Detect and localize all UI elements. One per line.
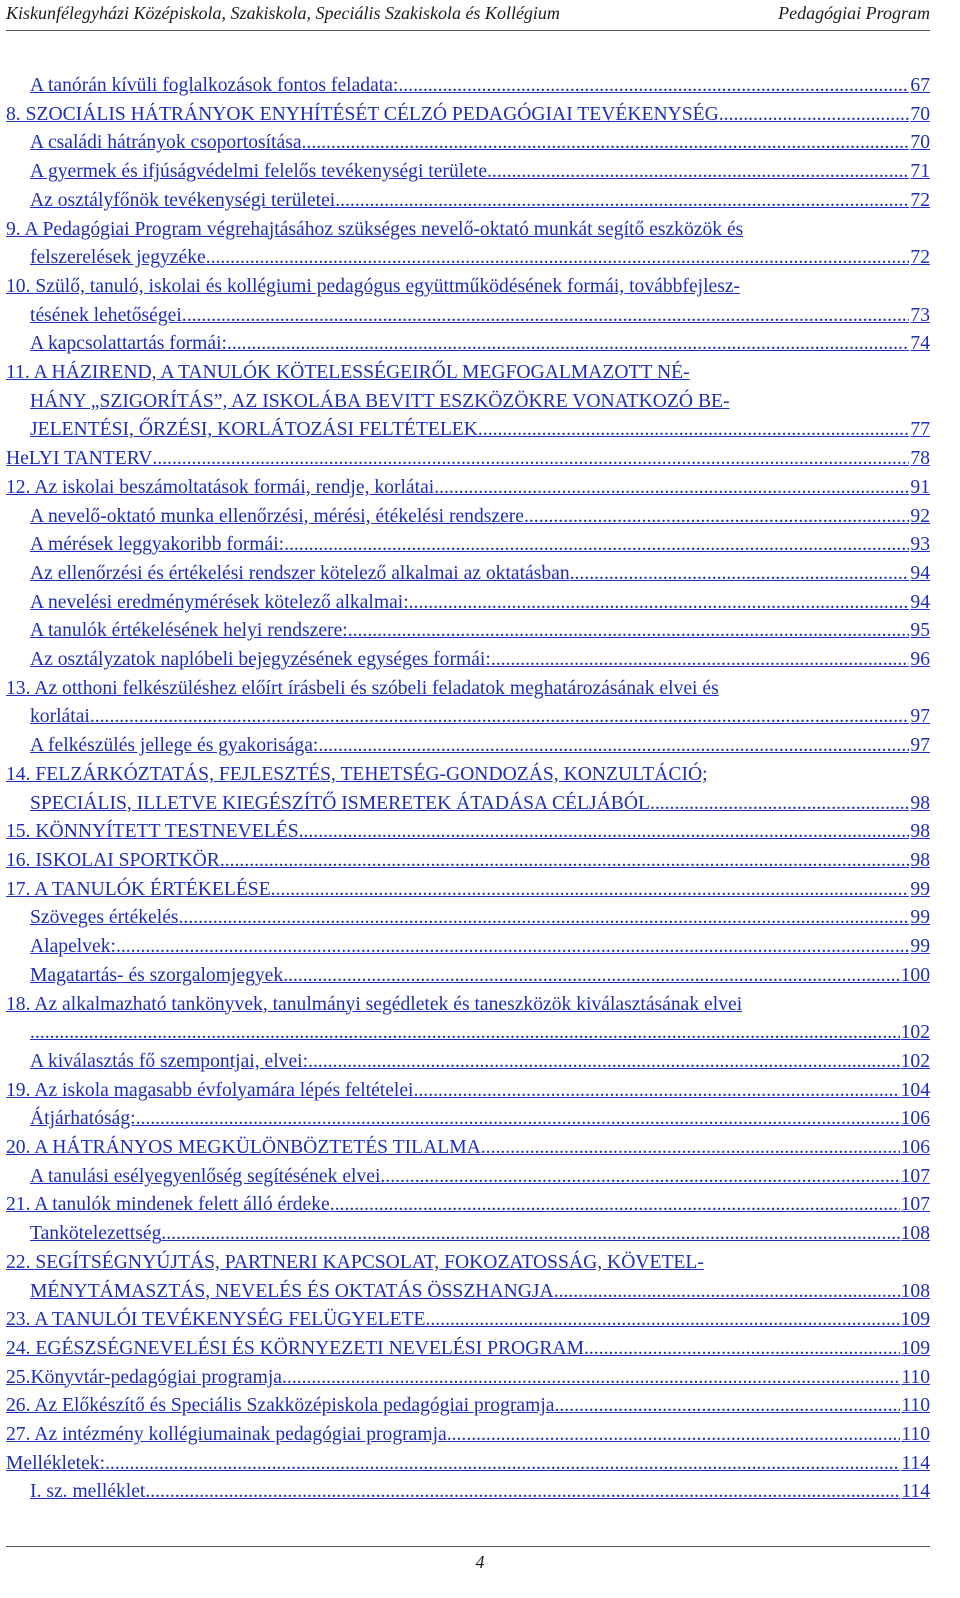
toc-entry-page: 108 (900, 1280, 930, 1302)
toc-entry[interactable] (30, 589, 930, 618)
toc-entry-title: SPECIÁLIS, ILLETVE KIEGÉSZÍTŐ ISMERETEK ÁTADÁSA CÉLJÁBÓL (30, 792, 650, 814)
toc-entry-title: 9. A Pedagógiai Program végrehajtásához szükséges nevelő-oktató munkát segítő eszközök és (6, 218, 744, 240)
toc-entry-page: 72 (910, 189, 930, 211)
dot-leader (398, 72, 909, 101)
toc-entry[interactable] (6, 1077, 930, 1106)
toc-entry[interactable] (30, 560, 930, 589)
toc-entry-page: 70 (910, 103, 930, 125)
toc-entry[interactable] (6, 1306, 930, 1335)
toc-entry[interactable] (30, 1048, 930, 1077)
toc-entry-page: 77 (910, 419, 930, 441)
toc-entry-page: 102 (900, 1022, 930, 1044)
toc-entry-title: Átjárhatóság: (30, 1108, 136, 1130)
dot-leader (282, 1364, 900, 1393)
toc-entry-page: 93 (910, 534, 930, 556)
page-number: 4 (475, 1552, 485, 1572)
toc-entry-title: 10. Szülő, tanuló, iskolai és kollégiumi pedagógus együttműködésének formái, továbbfejlesz- (6, 275, 741, 297)
table-of-contents (6, 72, 930, 1507)
toc-entry[interactable] (6, 991, 930, 1048)
dot-leader (227, 330, 909, 359)
toc-entry-title: 21. A tanulók mindenek felett álló érdeke (6, 1194, 330, 1216)
toc-entry-page: 99 (910, 936, 930, 958)
dot-leader (434, 474, 909, 503)
toc-entry[interactable] (6, 847, 930, 876)
dot-leader (283, 962, 899, 991)
toc-entry-title: A felkészülés jellege és gyakorisága: (30, 735, 319, 757)
toc-entry-page: 100 (900, 964, 930, 986)
dot-leader (478, 416, 910, 445)
toc-entry[interactable] (30, 933, 930, 962)
dot-leader (161, 1220, 899, 1249)
toc-entry-title: A nevelési eredménymérések kötelező alkalmai: (30, 591, 409, 613)
toc-entry-title: Mellékletek: (6, 1452, 106, 1474)
toc-entry-title: 23. A TANULÓI TEVÉKENYSÉG FELÜGYELETE (6, 1309, 426, 1331)
toc-entry[interactable] (6, 1134, 930, 1163)
toc-entry[interactable] (30, 72, 930, 101)
dot-leader (152, 445, 909, 474)
toc-entry[interactable] (30, 904, 930, 933)
toc-entry-title: tésének lehetőségei (30, 304, 182, 326)
toc-entry-title: 18. Az alkalmazható tankönyvek, tanulmányi segédletek és taneszközök kiválasztásának elvei (6, 993, 743, 1015)
toc-entry-title: A tanulók értékelésének helyi rendszere: (30, 620, 348, 642)
dot-leader (284, 531, 909, 560)
toc-entry-title: HeLYI TANTERV (6, 448, 153, 470)
toc-entry-title: A tanulási esélyegyenlőség segítésének elvei (30, 1165, 381, 1187)
toc-entry[interactable] (6, 445, 930, 474)
toc-entry-page: 91 (910, 476, 930, 498)
toc-entry-title: Magatartás- és szorgalomjegyek (30, 964, 284, 986)
dot-leader (491, 646, 910, 675)
dot-leader (179, 904, 910, 933)
toc-entry-title: 19. Az iskola magasabb évfolyamára lépés feltételei (6, 1079, 414, 1101)
toc-entry-title: MÉNYTÁMASZTÁS, NEVELÉS ÉS OKTATÁS ÖSSZHANGJA (30, 1280, 554, 1302)
toc-entry-title: A gyermek és ifjúságvédelmi felelős tevékenységi területe (30, 161, 488, 183)
toc-entry-title: 20. A HÁTRÁNYOS MEGKÜLÖNBÖZTETÉS TILALMA (6, 1137, 481, 1159)
toc-entry-title: A családi hátrányok csoportosítása (30, 132, 302, 154)
toc-entry[interactable] (30, 962, 930, 991)
dot-leader (447, 1421, 901, 1450)
toc-entry[interactable] (6, 761, 930, 818)
toc-entry-page: 108 (900, 1223, 930, 1245)
dot-leader (335, 187, 909, 216)
toc-entry-page: 98 (910, 792, 930, 814)
dot-leader (554, 1392, 900, 1421)
toc-entry-page: 72 (910, 247, 930, 269)
toc-entry-title: Szöveges értékelés (30, 907, 179, 929)
toc-entry[interactable] (30, 732, 930, 761)
toc-entry-title: Tankötelezettség (30, 1223, 162, 1245)
page-header (6, 0, 930, 30)
toc-entry[interactable] (30, 187, 930, 216)
toc-entry[interactable] (6, 1392, 930, 1421)
toc-entry-title: 8. SZOCIÁLIS HÁTRÁNYOK ENYHÍTÉSÉT CÉLZÓ PEDAGÓGIAI TEVÉKENYSÉG (6, 103, 719, 125)
toc-entry-page: 102 (900, 1050, 930, 1072)
toc-entry[interactable] (6, 359, 930, 445)
dot-leader (481, 1134, 900, 1163)
toc-entry-page: 96 (910, 649, 930, 671)
toc-entry[interactable] (30, 1105, 930, 1134)
toc-entry-page: 106 (900, 1137, 930, 1159)
dot-leader (409, 589, 910, 618)
dot-leader (554, 1278, 900, 1307)
dot-leader (318, 732, 909, 761)
toc-entry-title: 24. EGÉSZSÉGNEVELÉSI ÉS KÖRNYEZETI NEVELÉSI PROGRAM (6, 1337, 584, 1359)
toc-entry[interactable] (30, 646, 930, 675)
header-institution: Kiskunfélegyházi Középiskola, Szakiskola, Speciális Szakiskola és Kollégium (6, 3, 560, 23)
dot-leader (414, 1077, 900, 1106)
toc-entry-title: A tanórán kívüli foglalkozások fontos feladata: (30, 75, 399, 96)
toc-entry[interactable] (6, 1450, 930, 1479)
toc-entry[interactable] (30, 1163, 930, 1192)
toc-entry-page: 98 (910, 849, 930, 871)
toc-entry-page: 109 (900, 1337, 930, 1359)
toc-entry-page: 99 (910, 878, 930, 900)
dot-leader (182, 302, 910, 331)
toc-entry[interactable] (30, 158, 930, 187)
dot-leader (524, 503, 909, 532)
toc-entry-title: Az osztályzatok naplóbeli bejegyzésének egységes formái: (30, 649, 491, 671)
toc-entry-page: 70 (910, 132, 930, 154)
toc-entry-title: A kiválasztás fő szempontjai, elvei: (30, 1050, 309, 1072)
toc-entry-title: korlátai (30, 706, 90, 728)
toc-entry[interactable] (6, 1249, 930, 1306)
header-document-title: Pedagógiai Program (778, 3, 930, 23)
footer-divider (6, 1546, 930, 1547)
toc-entry-title: 26. Az Előkészítő és Speciális Szakközépiskola pedagógiai programja (6, 1395, 555, 1417)
toc-entry[interactable] (6, 1421, 930, 1450)
toc-entry-title: A nevelő-oktató munka ellenőrzési, mérési, étékelési rendszere (30, 505, 524, 527)
toc-entry[interactable] (30, 617, 930, 646)
toc-entry[interactable] (30, 1220, 930, 1249)
dot-leader (145, 1478, 900, 1507)
toc-entry-page: 74 (910, 333, 930, 355)
toc-entry-title: 27. Az intézmény kollégiumainak pedagógiai programja (6, 1424, 447, 1446)
dot-leader (105, 1450, 900, 1479)
dot-leader (299, 818, 910, 847)
toc-entry-title: A mérések leggyakoribb formái: (30, 534, 285, 556)
toc-entry[interactable] (6, 273, 930, 330)
toc-entry-title: A kapcsolattartás formái: (30, 333, 227, 355)
toc-entry-page: 95 (910, 620, 930, 642)
toc-entry-title: 15. KÖNNYÍTETT TESTNEVELÉS (6, 821, 299, 843)
toc-entry-title: 13. Az otthoni felkészüléshez előírt írásbeli és szóbeli feladatok meghatározásának elvei és (6, 677, 719, 699)
toc-entry-page: 110 (901, 1366, 930, 1388)
dot-leader (584, 1335, 900, 1364)
toc-entry-title: I. sz. melléklet (30, 1481, 146, 1503)
dot-leader (302, 129, 910, 158)
toc-entry-page: 97 (910, 735, 930, 757)
toc-entry-title: 16. ISKOLAI SPORTKÖR (6, 849, 220, 871)
toc-entry-page: 104 (900, 1079, 930, 1101)
toc-entry-title: HÁNY „SZIGORÍTÁS”, AZ ISKOLÁBA BEVITT ESZKÖZÖKRE VONATKOZÓ BE- (30, 390, 730, 412)
toc-entry-page: 114 (901, 1452, 930, 1474)
toc-entry-title: felszerelések jegyzéke (30, 247, 206, 269)
toc-entry-page: 73 (910, 304, 930, 326)
toc-entry[interactable] (30, 503, 930, 532)
header-divider (6, 30, 930, 31)
toc-entry-page: 106 (900, 1108, 930, 1130)
toc-entry-page: 107 (900, 1194, 930, 1216)
toc-entry-title: 14. FELZÁRKÓZTATÁS, FEJLESZTÉS, TEHETSÉG-GONDOZÁS, KONZULTÁCIÓ; (6, 763, 708, 785)
toc-entry[interactable] (30, 129, 930, 158)
dot-leader (136, 1105, 900, 1134)
toc-entry-page: 97 (910, 706, 930, 728)
toc-entry-page: 99 (910, 907, 930, 929)
toc-entry-page: 107 (900, 1165, 930, 1187)
toc-entry[interactable] (6, 1335, 930, 1364)
toc-entry[interactable] (6, 101, 930, 130)
toc-entry[interactable] (30, 330, 930, 359)
toc-entry[interactable] (6, 1191, 930, 1220)
toc-entry-title: 12. Az iskolai beszámoltatások formái, rendje, korlátai (6, 476, 435, 498)
toc-entry-page: 94 (910, 591, 930, 613)
dot-leader (330, 1191, 900, 1220)
toc-entry-page: 98 (910, 821, 930, 843)
toc-entry-page: 67 (910, 75, 930, 96)
toc-entry-title: 17. A TANULÓK ÉRTÉKELÉSE (6, 878, 271, 900)
dot-leader (425, 1306, 899, 1335)
toc-entry[interactable] (6, 1364, 930, 1393)
toc-entry-page: 78 (910, 448, 930, 470)
toc-entry-page: 114 (901, 1481, 930, 1503)
dot-leader (380, 1163, 899, 1192)
dot-leader (206, 244, 910, 273)
dot-leader (650, 790, 909, 819)
toc-entry-page: 109 (900, 1309, 930, 1331)
toc-entry[interactable] (6, 216, 930, 273)
dot-leader (570, 560, 910, 589)
toc-entry-page: 71 (910, 161, 930, 183)
toc-entry[interactable] (6, 675, 930, 732)
toc-entry-page: 110 (901, 1424, 930, 1446)
dot-leader (220, 847, 910, 876)
dot-leader (348, 617, 910, 646)
toc-entry-page: 92 (910, 505, 930, 527)
dot-leader (90, 703, 910, 732)
toc-entry-page: 94 (910, 562, 930, 584)
dot-leader (30, 1019, 900, 1048)
toc-entry-title: Alapelvek: (30, 936, 116, 958)
dot-leader (308, 1048, 900, 1077)
toc-entry[interactable] (6, 474, 930, 503)
toc-entry-title: 11. A HÁZIREND, A TANULÓK KÖTELESSÉGEIRŐL MEGFOGALMAZOTT NÉ- (6, 362, 690, 384)
dot-leader (487, 158, 909, 187)
toc-entry-title: Az ellenőrzési és értékelési rendszer kötelező alkalmai az oktatásban (30, 562, 570, 584)
toc-entry[interactable] (6, 876, 930, 905)
toc-entry[interactable] (6, 818, 930, 847)
toc-entry-title: 22. SEGÍTSÉGNYÚJTÁS, PARTNERI KAPCSOLAT, FOKOZATOSSÁG, KÖVETEL- (6, 1251, 704, 1273)
toc-entry-title: JELENTÉSI, ŐRZÉSI, KORLÁTOZÁSI FELTÉTELEK (30, 419, 478, 441)
dot-leader (116, 933, 909, 962)
dot-leader (719, 101, 910, 130)
toc-entry-title: 25.Könyvtár-pedagógiai programja (6, 1366, 283, 1388)
dot-leader (271, 876, 910, 905)
toc-entry-page: 110 (901, 1395, 930, 1417)
toc-entry[interactable] (30, 1478, 930, 1507)
toc-entry-title: Az osztályfőnök tevékenységi területei (30, 189, 336, 211)
toc-entry[interactable] (30, 531, 930, 560)
